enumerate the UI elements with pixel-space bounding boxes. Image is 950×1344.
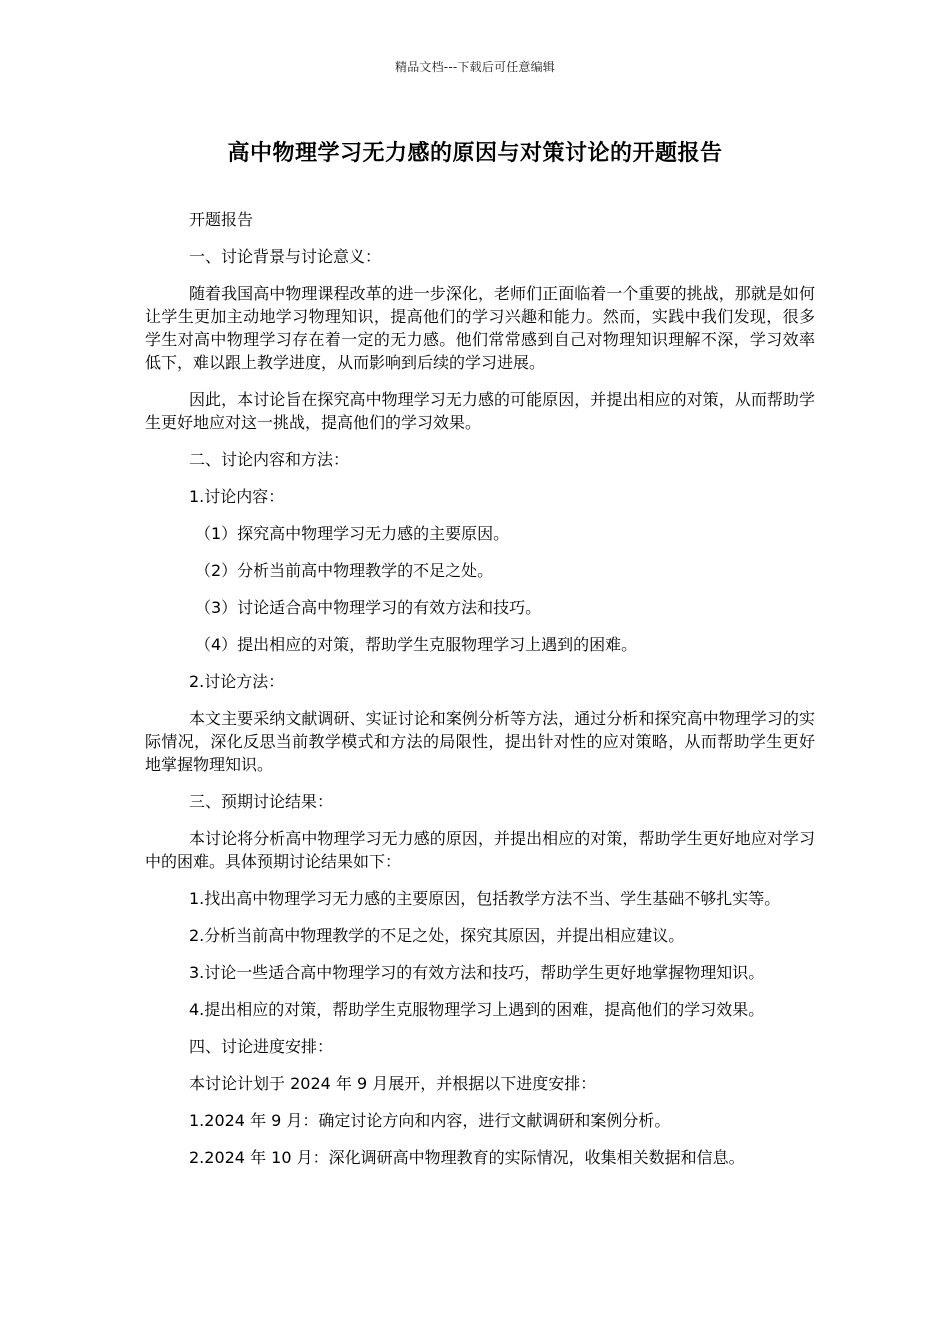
document-title: 高中物理学习无力感的原因与对策讨论的开题报告 xyxy=(227,141,723,166)
subheading-method: 2.讨论方法： xyxy=(189,672,285,691)
header-note: 精品文档---下载后可任意编辑 xyxy=(395,60,555,74)
body-paragraph: 随着我国高中物理课程改革的进一步深化，老师们正面临着一个重要的挑战，那就是如何让学生更加主动地学习物理知识，提高他们的学习兴趣和能力。然而，实践中我们发现，很多学生对高中物理学习存在着一定的无力感。他们常常感到自己对物理知识理解不深，学习效率低下，难以跟上教学进度，从而影响到后续的学习进展。 xyxy=(145,284,815,372)
body-paragraph: 本讨论计划于 2024 年 9 月展开，并根据以下进度安排： xyxy=(189,1074,597,1093)
list-item: （4）提出相应的对策，帮助学生克服物理学习上遇到的困难。 xyxy=(195,635,638,654)
list-item: 3.讨论一些适合高中物理学习的有效方法和技巧，帮助学生更好地掌握物理知识。 xyxy=(189,963,765,982)
list-item: 1.找出高中物理学习无力感的主要原因，包括教学方法不当、学生基础不够扎实等。 xyxy=(189,889,781,908)
section-heading-expected-results: 三、预期讨论结果： xyxy=(189,792,334,811)
list-item: 2.分析当前高中物理教学的不足之处，探究其原因，并提出相应建议。 xyxy=(189,926,685,945)
schedule-item: 1.2024 年 9 月：确定讨论方向和内容，进行文献调研和案例分析。 xyxy=(189,1111,671,1130)
body-paragraph: 因此，本讨论旨在探究高中物理学习无力感的可能原因，并提出相应的对策，从而帮助学生更好地应对这一挑战，提高他们的学习效果。 xyxy=(145,390,815,432)
list-item: （3）讨论适合高中物理学习的有效方法和技巧。 xyxy=(195,598,542,617)
list-item: （2）分析当前高中物理教学的不足之处。 xyxy=(195,561,494,580)
body-paragraph: 本文主要采纳文献调研、实证讨论和案例分析等方法，通过分析和探究高中物理学习的实际情况，深化反思当前教学模式和方法的局限性，提出针对性的应对策略，从而帮助学生更好地掌握物理知识。 xyxy=(145,709,815,774)
schedule-item: 2.2024 年 10 月：深化调研高中物理教育的实际情况，收集相关数据和信息。 xyxy=(189,1148,745,1167)
body-paragraph: 本讨论将分析高中物理学习无力感的原因，并提出相应的对策，帮助学生更好地应对学习中的困难。具体预期讨论结果如下： xyxy=(145,829,815,871)
section-heading-background: 一、讨论背景与讨论意义： xyxy=(189,247,382,266)
list-item: （1）探究高中物理学习无力感的主要原因。 xyxy=(195,524,510,543)
subheading-content: 1.讨论内容： xyxy=(189,487,285,506)
section-heading-content-method: 二、讨论内容和方法： xyxy=(189,450,350,469)
section-heading-schedule: 四、讨论进度安排： xyxy=(189,1037,334,1056)
document-body xyxy=(145,208,815,1183)
list-item: 4.提出相应的对策，帮助学生克服物理学习上遇到的困难，提高他们的学习效果。 xyxy=(189,1000,765,1019)
report-label: 开题报告 xyxy=(189,210,254,229)
